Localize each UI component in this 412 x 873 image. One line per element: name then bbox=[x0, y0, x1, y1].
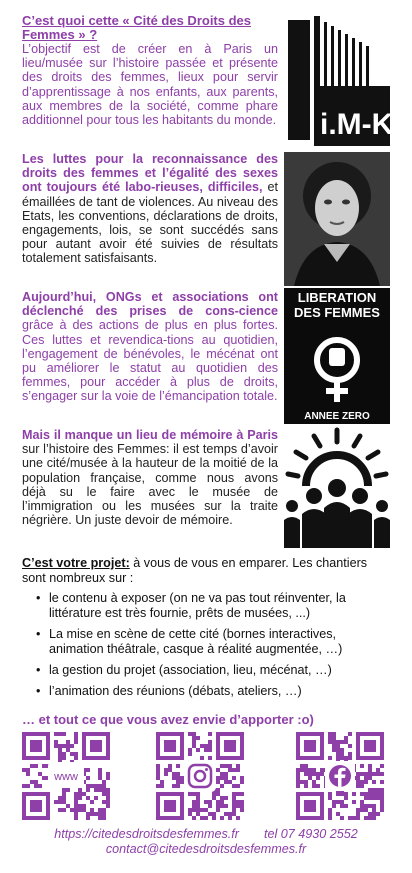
qr-code-website[interactable] bbox=[22, 732, 110, 820]
list-item: • la gestion du projet (association, lieu, mécénat, …) bbox=[32, 663, 392, 678]
phone-number[interactable]: tel 07 4930 2552 bbox=[263, 827, 358, 841]
building-logo-image bbox=[284, 16, 412, 146]
section-lead: Mais il manque un lieu de mémoire à Paris bbox=[22, 428, 278, 442]
qr-code-instagram[interactable] bbox=[156, 732, 244, 820]
list-item: • La mise en scène de cette cité (bornes interactives, animation théâtrale, casque à réalité augmentée, …) bbox=[32, 627, 392, 657]
tagline: … et tout ce que vous avez envie d’apporter :o) bbox=[22, 712, 314, 727]
section-body: L’objectif est de créer en à Paris un lieu/musée sur l’histoire passée et présente des droits des femmes, lieux pour servir d’apprentissage à nos enfants, aux parents, aux membres de la société, comme phare additionnel pour tous les habitants du monde. bbox=[22, 42, 278, 128]
section-title: C’est quoi cette « Cité des Droits des Femmes » ? bbox=[22, 13, 252, 42]
projet-heading: C’est votre projet: bbox=[22, 556, 130, 570]
section-body: sur l’histoire des Femmes: il est temps d’avoir une cité/musée à la hauteur de la moitié de la population française, comme nous avons déjà su le faire avec le musée de l’immigration ou les musées sur la traite négrière. Un juste devoir de mémoire. bbox=[22, 442, 278, 528]
section-intro bbox=[22, 14, 278, 127]
list-item: • le contenu à exposer (on ne va pas tout réinventer, la littérature est très fournie, prêts de musées, ...) bbox=[32, 591, 392, 621]
list-item: • l’animation des réunions (débats, ateliers, …) bbox=[32, 684, 392, 699]
email-link[interactable]: contact@citedesdroitsdesfemmes.fr bbox=[105, 842, 307, 856]
section-lead: Aujourd’hui, ONGs et associations ont déclenché des prises de cons-cience bbox=[22, 290, 278, 319]
poster-title: LIBERATION DES FEMMES bbox=[294, 290, 380, 320]
section-luttes bbox=[22, 152, 278, 266]
projet-intro bbox=[22, 556, 392, 586]
poster-footer: ANNEE ZERO bbox=[304, 411, 370, 422]
chantiers-list bbox=[22, 591, 392, 699]
section-ongs bbox=[22, 290, 278, 404]
people-sun-icon bbox=[284, 426, 390, 548]
section-memoire bbox=[22, 428, 278, 527]
liberation-poster-image bbox=[284, 288, 390, 424]
section-body: grâce à des actions de plus en plus fortes. Ces luttes et revendica-tions au quotidien, l’engagement de bénévoles, le mécénat ont pu améliorer le statut au quotidien des femmes, pour accéder à plus de droits, s’engager sur la voie de l’émancipation totale. bbox=[22, 318, 278, 404]
portrait-image bbox=[284, 152, 390, 286]
section-lead: Les luttes pour la reconnaissance des droits des femmes et l’égalité des sexes ont toujours été labo-rieuses, difficiles, bbox=[22, 152, 278, 195]
projet-intro-text: à vous de vous en emparer. Les chantiers sont nombreux sur : bbox=[22, 556, 368, 585]
qr-code-facebook[interactable] bbox=[296, 732, 384, 820]
logo-text: i.M-ΚΣ bbox=[320, 108, 412, 141]
website-link[interactable]: https://citedesdroitsdesfemmes.fr bbox=[54, 827, 239, 841]
projet-section bbox=[22, 556, 392, 705]
section-body: et émaillées de tant de violences. Au niveau des Etats, les conventions, déclarations de droits, engagements, lois, se sont succédés sans pour autant avoir été suivies de résultats totalement satisfaisants. bbox=[22, 180, 278, 266]
www-label: www bbox=[54, 771, 78, 783]
footer-contact bbox=[0, 827, 412, 857]
